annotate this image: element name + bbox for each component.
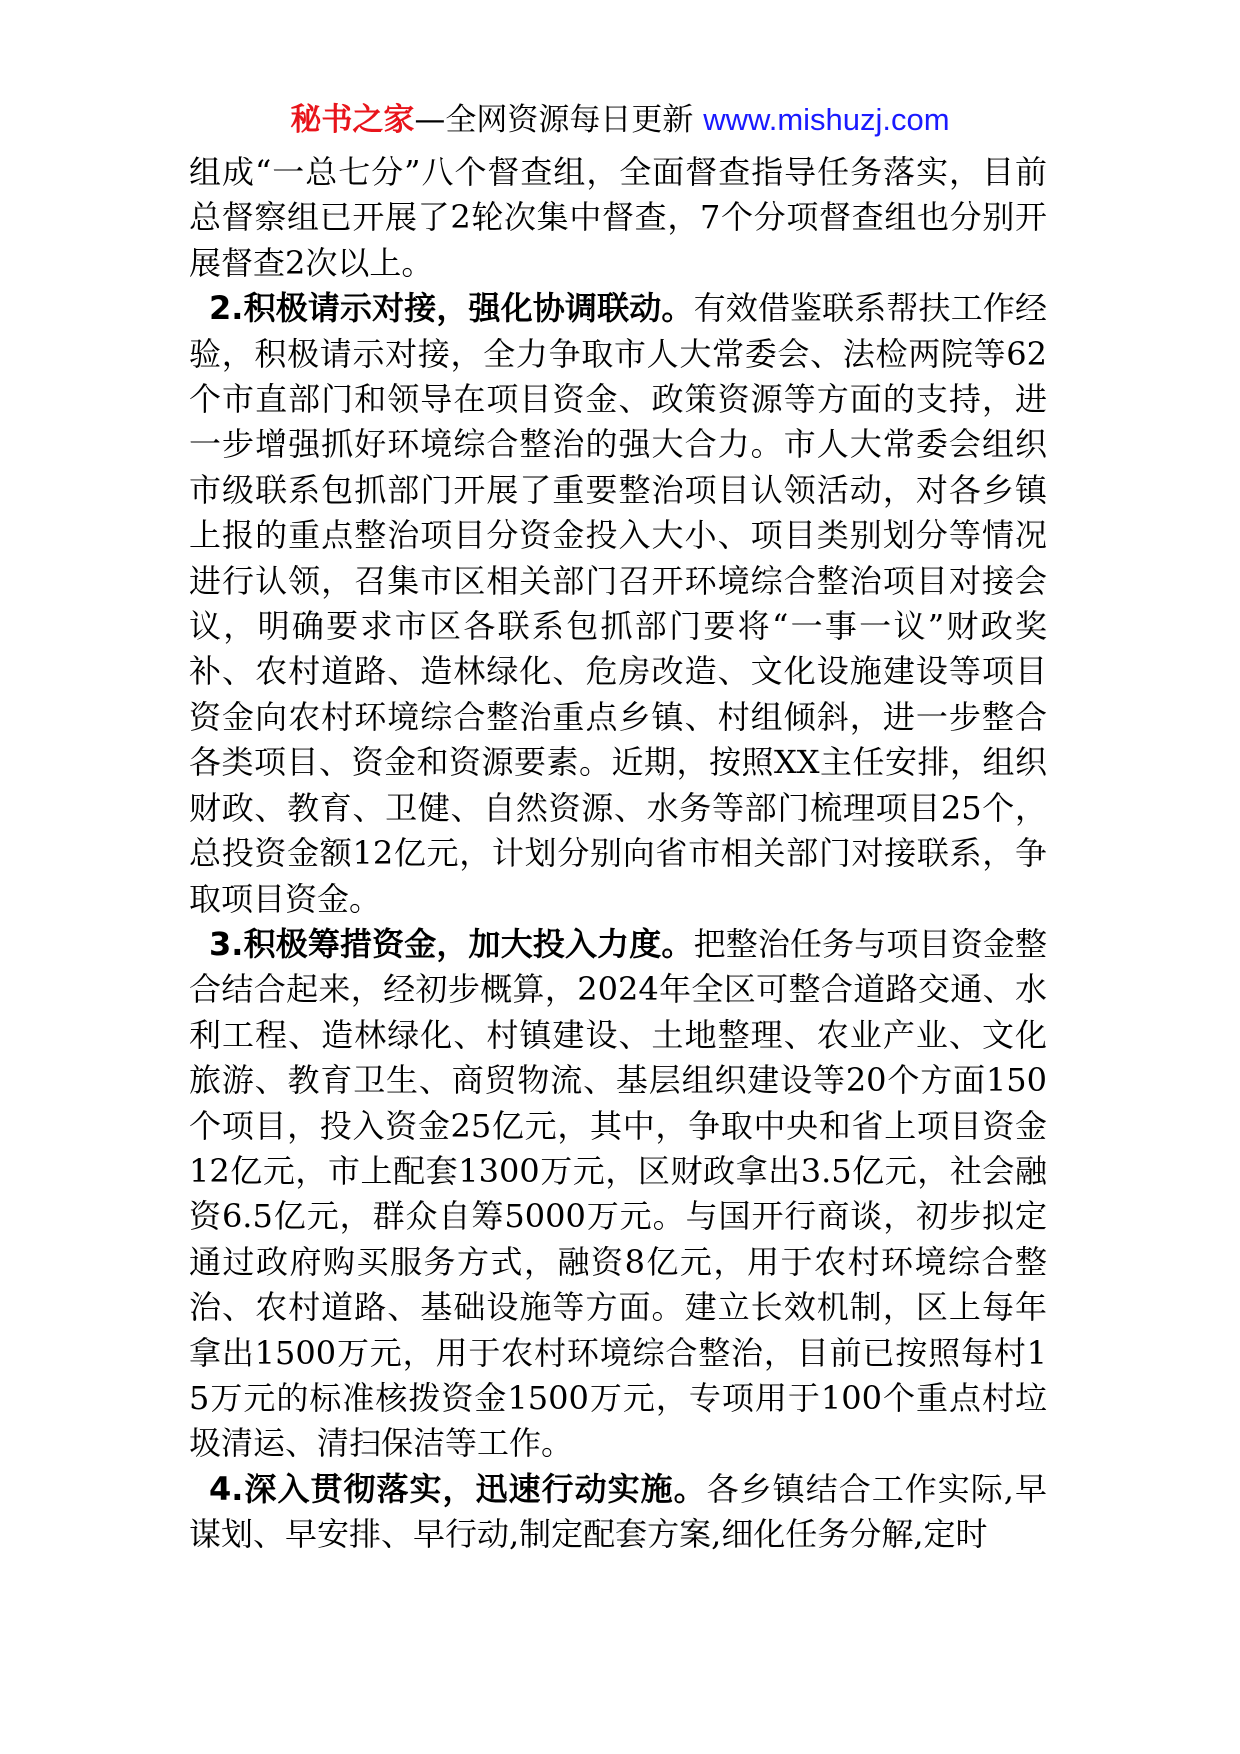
- site-header: [0, 100, 1240, 140]
- paragraph-lead: 4.深入贯彻落实，迅速行动实施。: [209, 1469, 707, 1508]
- paragraph-lead: 3.积极筹措资金，加大投入力度。: [209, 924, 694, 963]
- paragraph-2: [189, 286, 1047, 922]
- document-body: [189, 150, 1047, 1558]
- paragraph-4: [189, 1467, 1047, 1558]
- site-url[interactable]: www.mishuzj.com: [703, 102, 950, 137]
- paragraph-text: 各乡镇结合工作实际,早谋划、早安排、早行动,制定配套方案,细化任务分解,定时: [189, 1469, 1047, 1554]
- site-tagline: —全网资源每日更新: [414, 102, 704, 138]
- paragraph-3: [189, 922, 1047, 1467]
- paragraph-text: 把整治任务与项目资金整合结合起来，经初步概算，2024年全区可整合道路交通、水利工程、造林绿化、村镇建设、土地整理、农业产业、文化旅游、教育卫生、商贸物流、基层组织建设等20个方面150个项目，投入资金25亿元，其中，争取中央和省上项目资金12亿元，市上配套1300万元，区财政拿出3.5亿元，社会融资6.5亿元，群众自筹5000万元。与国开行商谈，初步拟定通过政府购买服务方式，融资8亿元，用于农村环境综合整治、农村道路、基础设施等方面。建立长效机制，区上每年拿出1500万元，用于农村环境综合整治，目前已按照每村15万元的标准核拨资金1500万元，专项用于100个重点村垃圾清运、清扫保洁等工作。: [189, 924, 1047, 1463]
- paragraph-text: 有效借鉴联系帮扶工作经验，积极请示对接，全力争取市人大常委会、法检两院等62个市直部门和领导在项目资金、政策资源等方面的支持，进一步增强抓好环境综合整治的强大合力。市人大常委会组织市级联系包抓部门开展了重要整治项目认领活动，对各乡镇上报的重点整治项目分资金投入大小、项目类别划分等情况进行认领，召集市区相关部门召开环境综合整治项目对接会议，明确要求市区各联系包抓部门要将“一事一议”财政奖补、农村道路、造林绿化、危房改造、文化设施建设等项目资金向农村环境综合整治重点乡镇、村组倾斜，进一步整合各类项目、资金和资源要素。近期，按照XX主任安排，组织财政、教育、卫健、自然资源、水务等部门梳理项目25个，总投资金额12亿元，计划分别向省市相关部门对接联系，争取项目资金。: [189, 289, 1047, 918]
- paragraph-lead: 2.积极请示对接，强化协调联动。: [209, 289, 694, 328]
- paragraph-1: [189, 150, 1047, 286]
- site-brand: 秘书之家: [290, 102, 415, 138]
- paragraph-text: 组成“一总七分”八个督查组，全面督查指导任务落实，目前总督察组已开展了2轮次集中督查，7个分项督查组也分别开展督查2次以上。: [189, 153, 1047, 282]
